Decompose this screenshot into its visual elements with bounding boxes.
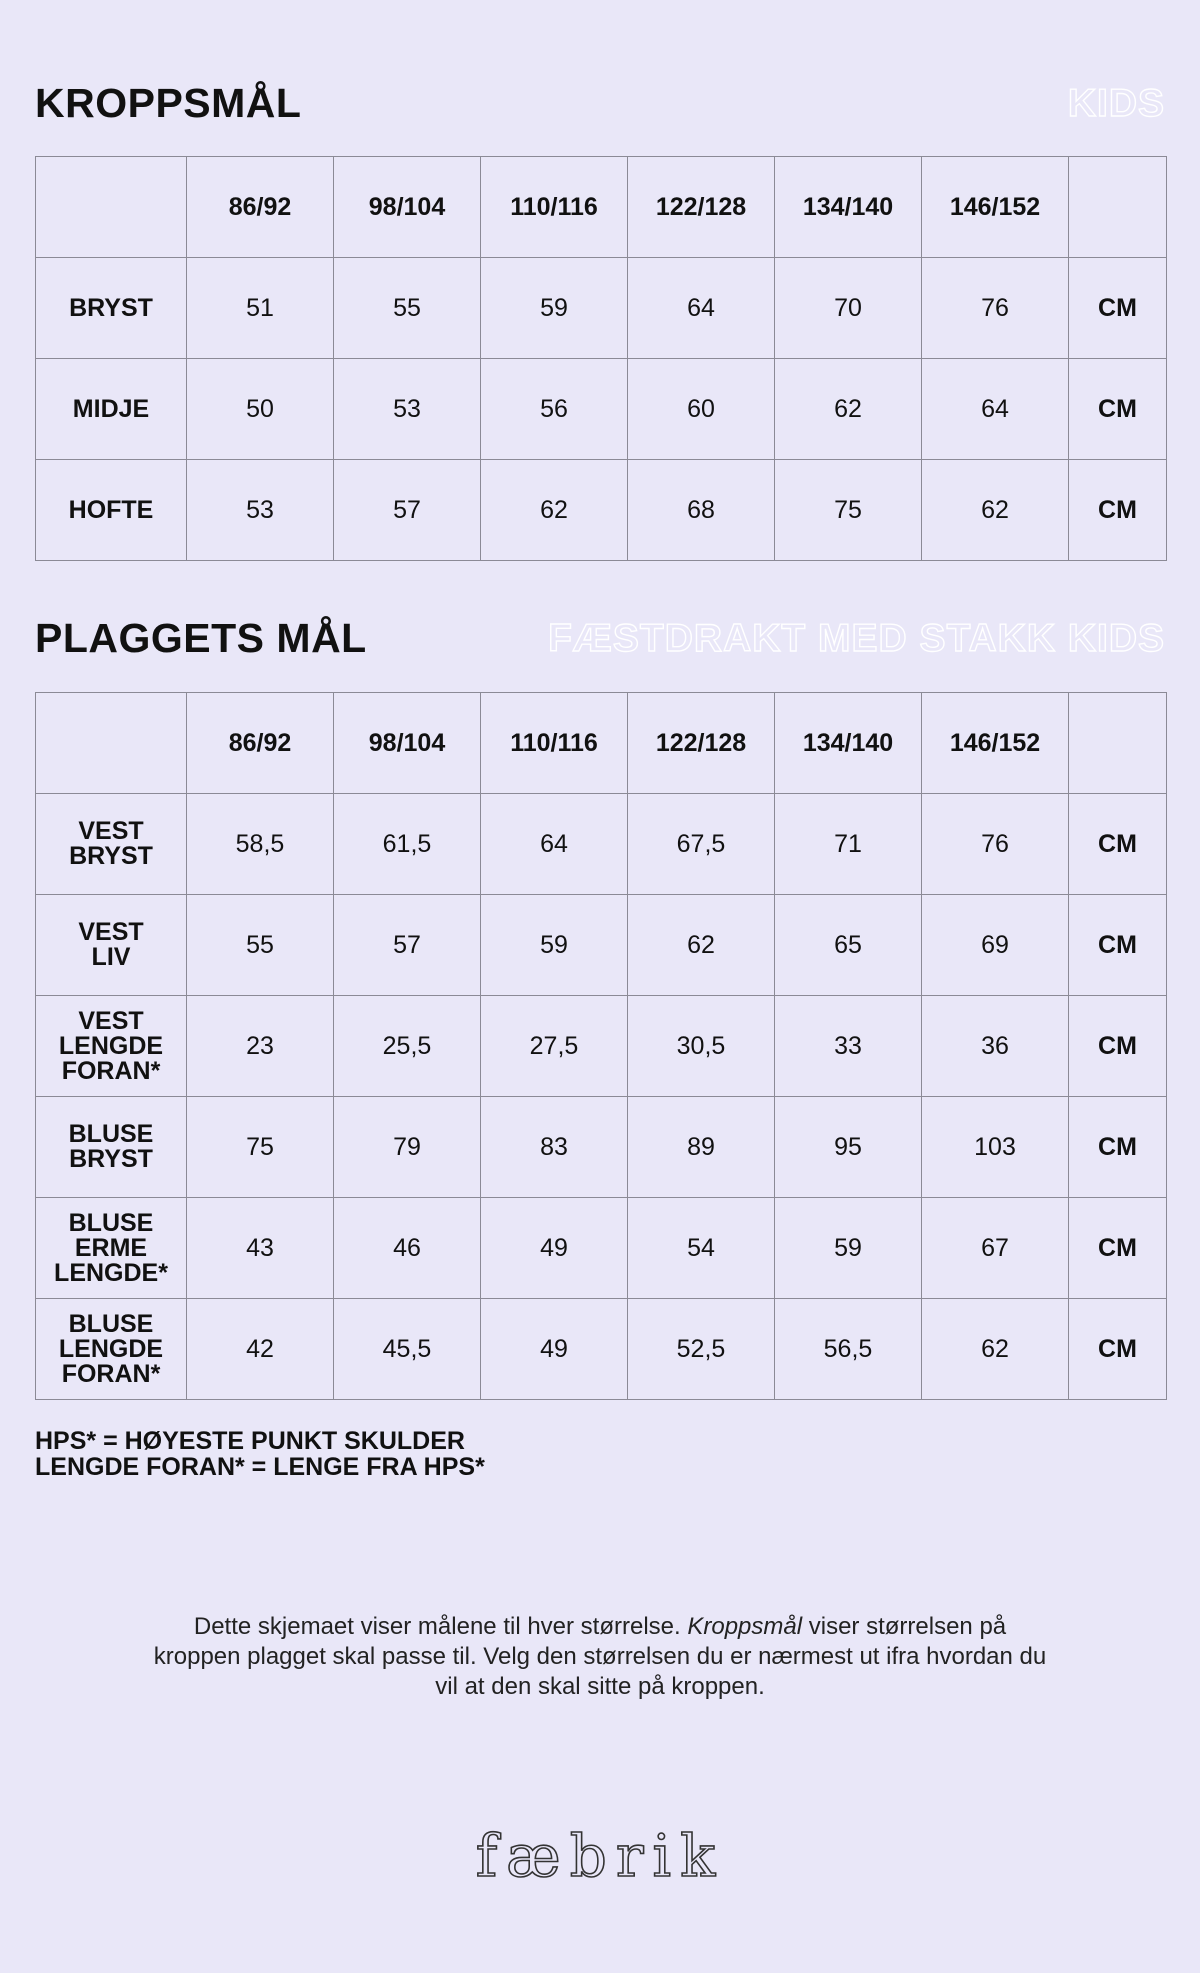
measurement-cell: 69 (922, 895, 1069, 996)
body-measurements-title: KROPPSMÅL (35, 80, 302, 126)
measurement-cell: 27,5 (481, 996, 628, 1097)
measurement-cell: 60 (628, 359, 775, 460)
measurement-cell: 65 (775, 895, 922, 996)
unit-cell: CM (1069, 1198, 1167, 1299)
measurement-cell: 53 (187, 460, 334, 561)
unit-cell: CM (1069, 794, 1167, 895)
measurement-cell: 58,5 (187, 794, 334, 895)
row-label-line: LENGDE (58, 1334, 164, 1363)
fabrik-logo: fæbrik (475, 1822, 725, 1890)
footnote-hps: HPS* = HØYESTE PUNKT SKULDER (35, 1427, 465, 1455)
size-header: 110/116 (481, 693, 628, 794)
measurement-cell: 68 (628, 460, 775, 561)
size-header: 98/104 (334, 693, 481, 794)
row-label (36, 1299, 187, 1400)
row-label-line: VEST (78, 918, 144, 946)
row-label-line: LIV (91, 943, 131, 971)
garment-measurements-title: PLAGGETS MÅL (35, 615, 367, 661)
row-label: HOFTE (36, 460, 187, 561)
row-label-line: VEST (78, 1006, 144, 1035)
table-row (36, 1198, 1167, 1299)
description (150, 1612, 1050, 1702)
row-label-line: ERME (74, 1233, 148, 1262)
table-row (36, 1097, 1167, 1198)
row-label (36, 996, 187, 1097)
size-header: 134/140 (775, 157, 922, 258)
unit-cell: CM (1069, 1097, 1167, 1198)
body-measurements-header (35, 80, 1165, 140)
row-label-line: BRYST (69, 842, 153, 870)
measurement-cell: 49 (481, 1198, 628, 1299)
measurement-cell: 45,5 (334, 1299, 481, 1400)
measurement-cell: 62 (775, 359, 922, 460)
measurement-cell: 95 (775, 1097, 922, 1198)
measurement-cell: 76 (922, 258, 1069, 359)
kids-tag: KIDS (1067, 82, 1165, 125)
measurement-cell: 56 (481, 359, 628, 460)
row-label (36, 1198, 187, 1299)
measurement-cell: 89 (628, 1097, 775, 1198)
measurement-cell: 36 (922, 996, 1069, 1097)
unit-cell: CM (1069, 258, 1167, 359)
size-header: 134/140 (775, 693, 922, 794)
table-row (36, 258, 1167, 359)
measurement-cell: 43 (187, 1198, 334, 1299)
measurement-cell: 64 (481, 794, 628, 895)
row-label-line: LENGDE* (54, 1258, 168, 1287)
measurement-cell: 67,5 (628, 794, 775, 895)
measurement-cell: 67 (922, 1198, 1069, 1299)
row-label-line: BLUSE (68, 1120, 154, 1148)
row-label-line: VEST (78, 817, 144, 845)
size-header: 86/92 (187, 693, 334, 794)
measurement-cell: 103 (922, 1097, 1069, 1198)
measurement-cell: 70 (775, 258, 922, 359)
table-row (36, 359, 1167, 460)
row-label: MIDJE (36, 359, 187, 460)
measurement-cell: 57 (334, 460, 481, 561)
measurement-cell: 64 (628, 258, 775, 359)
row-label-line: BLUSE (68, 1309, 154, 1338)
description-emphasis: Kroppsmål (687, 1613, 803, 1640)
unit-cell: CM (1069, 996, 1167, 1097)
size-header: 110/116 (481, 157, 628, 258)
table-row (36, 996, 1167, 1097)
measurement-cell: 51 (187, 258, 334, 359)
corner-cell (36, 157, 187, 258)
footnote-length: LENGDE FORAN* = LENGE FRA HPS* (35, 1453, 485, 1481)
unit-header (1069, 157, 1167, 258)
measurement-cell: 55 (187, 895, 334, 996)
measurement-cell: 61,5 (334, 794, 481, 895)
size-header: 146/152 (922, 157, 1069, 258)
measurement-cell: 49 (481, 1299, 628, 1400)
row-label (36, 1097, 187, 1198)
unit-cell: CM (1069, 895, 1167, 996)
measurement-cell: 59 (775, 1198, 922, 1299)
measurement-cell: 83 (481, 1097, 628, 1198)
measurement-cell: 64 (922, 359, 1069, 460)
table-row (36, 794, 1167, 895)
measurement-cell: 59 (481, 895, 628, 996)
row-label-line: FORAN* (61, 1056, 161, 1085)
measurement-cell: 53 (334, 359, 481, 460)
measurement-cell: 76 (922, 794, 1069, 895)
measurement-cell: 23 (187, 996, 334, 1097)
row-label-line: BLUSE (68, 1208, 154, 1237)
footnotes (35, 1428, 485, 1480)
measurement-cell: 46 (334, 1198, 481, 1299)
measurement-cell: 55 (334, 258, 481, 359)
row-label-line: FORAN* (61, 1359, 161, 1388)
table-row (36, 1299, 1167, 1400)
measurement-cell: 71 (775, 794, 922, 895)
body-measurements-table (35, 156, 1167, 561)
description-text-2: viser størrelsen på kroppen plagget skal passe til. Velg den størrelsen du er nærmest ut ifra hvordan du vil at den skal sitte på kroppen. (153, 1613, 1047, 1700)
measurement-cell: 62 (922, 1299, 1069, 1400)
measurement-cell: 25,5 (334, 996, 481, 1097)
size-header: 98/104 (334, 157, 481, 258)
size-header: 122/128 (628, 157, 775, 258)
unit-cell: CM (1069, 1299, 1167, 1400)
measurement-cell: 42 (187, 1299, 334, 1400)
measurement-cell: 59 (481, 258, 628, 359)
measurement-cell: 54 (628, 1198, 775, 1299)
measurement-cell: 62 (481, 460, 628, 561)
row-label (36, 895, 187, 996)
measurement-cell: 56,5 (775, 1299, 922, 1400)
measurement-cell: 75 (775, 460, 922, 561)
table-row (36, 895, 1167, 996)
measurement-cell: 62 (922, 460, 1069, 561)
measurement-cell: 57 (334, 895, 481, 996)
size-header: 122/128 (628, 693, 775, 794)
garment-measurements-table (35, 692, 1167, 1400)
size-header: 146/152 (922, 693, 1069, 794)
corner-cell (36, 693, 187, 794)
measurement-cell: 30,5 (628, 996, 775, 1097)
garment-measurements-header (35, 615, 1165, 675)
measurement-cell: 52,5 (628, 1299, 775, 1400)
table-row (36, 460, 1167, 561)
measurement-cell: 62 (628, 895, 775, 996)
measurement-cell: 75 (187, 1097, 334, 1198)
header-row (36, 157, 1167, 258)
row-label: BRYST (36, 258, 187, 359)
unit-cell: CM (1069, 359, 1167, 460)
size-header: 86/92 (187, 157, 334, 258)
header-row (36, 693, 1167, 794)
row-label-line: BRYST (69, 1145, 153, 1173)
garment-tag: FÆSTDRAKT MED STAKK KIDS (548, 617, 1165, 660)
measurement-cell: 33 (775, 996, 922, 1097)
description-text-1: Dette skjemaet viser målene til hver størrelse. (193, 1613, 688, 1640)
measurement-cell: 50 (187, 359, 334, 460)
unit-cell: CM (1069, 460, 1167, 561)
measurement-cell: 79 (334, 1097, 481, 1198)
row-label (36, 794, 187, 895)
row-label-line: LENGDE (58, 1031, 164, 1060)
unit-header (1069, 693, 1167, 794)
